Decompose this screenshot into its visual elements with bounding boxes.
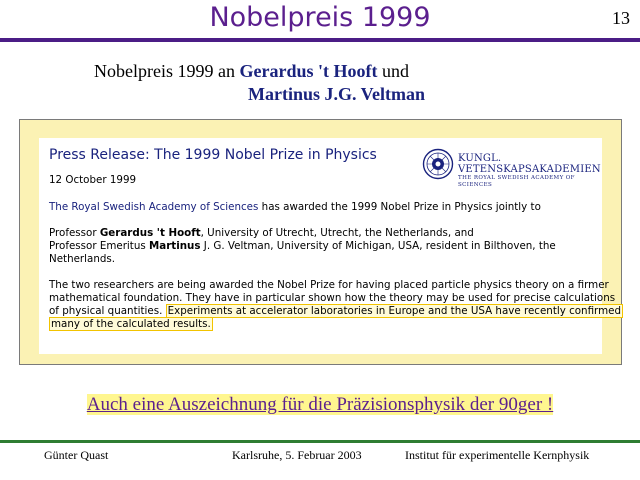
press-release-frame xyxy=(19,119,622,365)
laureate-line-1 xyxy=(49,227,556,240)
academy-subtitle: THE ROYAL SWEDISH ACADEMY OF SCIENCES xyxy=(458,175,575,188)
title-divider xyxy=(0,38,640,42)
page-number: 13 xyxy=(612,8,630,28)
laureate-title-1: Professor xyxy=(49,227,100,239)
laureate-affiliation-1: , University of Utrecht, Utrecht, the Netherlands, and xyxy=(200,227,474,239)
announcement-rest: has awarded the 1999 Nobel Prize in Physics jointly to xyxy=(258,201,541,213)
press-release-date: 12 October 1999 xyxy=(49,174,137,186)
laureate-affiliation-2: J. G. Veltman, University of Michigan, USA, resident in Bilthoven, the xyxy=(200,240,556,252)
academy-name xyxy=(458,153,602,189)
laureate-bold-name-2: Martinus xyxy=(149,240,201,252)
slogan xyxy=(0,394,640,416)
laureate-name-2: Martinus J.G. Veltman xyxy=(248,84,426,104)
laureate-line-2 xyxy=(49,240,556,253)
press-release-clipping xyxy=(39,138,622,354)
slide-title: Nobelpreis 1999 xyxy=(209,2,431,33)
laureate-line-3: Netherlands. xyxy=(49,253,116,265)
press-release-laureates xyxy=(49,227,556,266)
intro-prefix: Nobelpreis 1999 an xyxy=(94,61,235,81)
laureate-title-2: Professor Emeritus xyxy=(49,240,149,252)
academy-link-text: The Royal Swedish Academy of Sciences xyxy=(49,201,259,213)
academy-name-line-1: KUNGL. xyxy=(458,153,502,164)
highlighted-sentence-part-1: Experiments at accelerator laboratories in Europe and the USA have recently confirmed xyxy=(167,305,622,317)
academy-seal-icon xyxy=(422,148,454,180)
paragraph-line-1: The two researchers are being awarded the Nobel Prize for having placed particle physics theory on a firmer xyxy=(49,279,609,291)
press-release-heading: Press Release: The 1999 Nobel Prize in Physics xyxy=(49,147,377,163)
slogan-text: Auch eine Auszeichnung für die Präzisionsphysik der 90ger ! xyxy=(86,394,554,415)
intro-line-1 xyxy=(94,61,409,82)
academy-name-line-2: VETENSKAPSAKADEMIEN xyxy=(458,164,601,175)
footer-place-date: Karlsruhe, 5. Februar 2003 xyxy=(232,448,362,462)
highlighted-sentence-part-2: many of the calculated results. xyxy=(51,318,211,330)
press-release-announcement xyxy=(49,201,541,214)
footer-divider xyxy=(0,440,640,443)
laureate-bold-name-1: Gerardus 't Hooft xyxy=(99,227,201,239)
intro-conjunction: und xyxy=(381,61,409,81)
paragraph-line-3-plain: of physical quantities. xyxy=(49,305,166,317)
paragraph-line-2: mathematical foundation. They have in particular shown how the theory may be used for precise calculations xyxy=(49,292,616,304)
footer-institute: Institut für experimentelle Kernphysik xyxy=(405,448,590,462)
laureate-name-1: Gerardus 't Hooft xyxy=(239,61,378,81)
footer-author: Günter Quast xyxy=(44,448,109,462)
paragraph-line-4 xyxy=(49,318,623,331)
press-release-paragraph xyxy=(49,279,623,331)
